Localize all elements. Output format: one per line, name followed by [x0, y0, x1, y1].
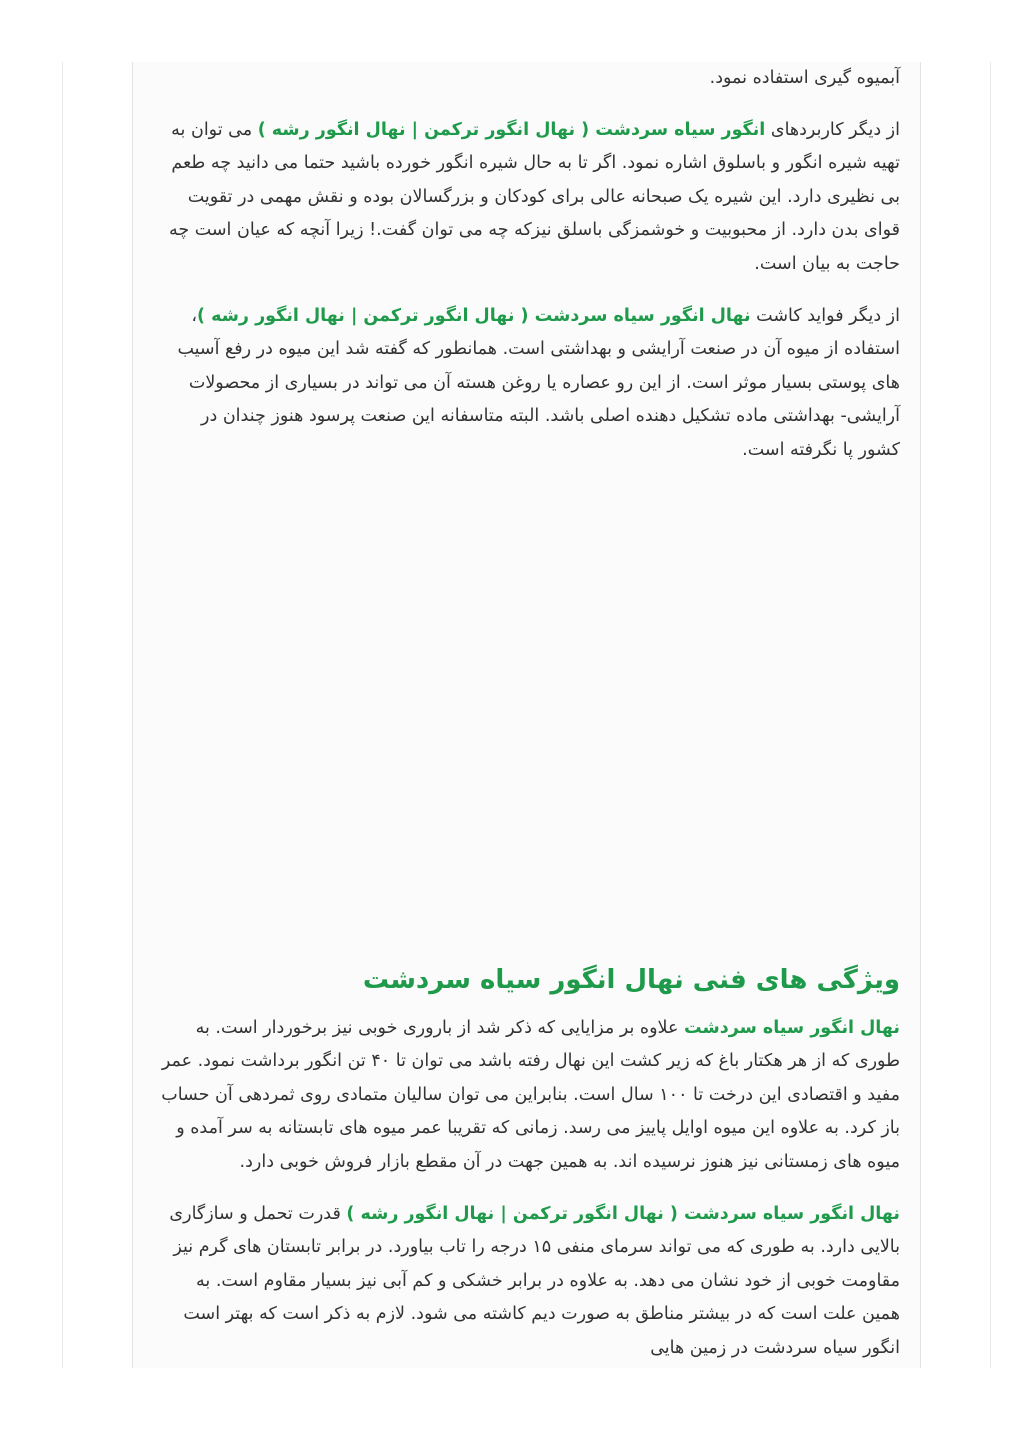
paragraph-yield: [157, 1012, 900, 1180]
article-card: [132, 62, 921, 1368]
keyword-link[interactable]: نهال انگور سیاه سردشت: [683, 1017, 900, 1038]
paragraph-uses: [157, 114, 900, 282]
paragraph-text: از دیگر فواید کاشت: [750, 305, 900, 326]
paragraph-text: قدرت تحمل و سازگاری بالایی دارد. به طوری که می تواند سرمای منفی ۱۵ درجه را تاب بیاورد. در برابر تابستان های گرم نیز مقاومت خوبی از خود نشان می دهد. به علاوه در برابر خشکی و کم آبی نیز بسیار مقاوم است. به همین علت است که در بیشتر مناطق به صورت دیم کاشته می شود. لازم به ذکر است که بهتر است انگور سیاه سردشت در زمین هایی: [169, 1203, 900, 1358]
paragraph-text: از دیگر کاربردهای: [765, 119, 900, 140]
paragraph-text: ، استفاده از میوه آن در صنعت آرایشی و بهداشتی است. همانطور که گفته شد این میوه در رفع آسیب های پوستی بسیار موثر است. از این رو عصاره یا روغن هسته آن می تواند در بسیاری از محصولات آرایشی- بهداشتی ماده تشکیل دهنده اصلی باشد. البته متاسفانه این صنعت پرسود هنوز چندان در کشور پا نگرفته است.: [177, 305, 900, 460]
keyword-link[interactable]: نهال انگور سیاه سردشت ( نهال انگور ترکمن | نهال انگور رشه ): [197, 305, 751, 326]
paragraph-benefits: [157, 300, 900, 468]
paragraph-intro-end: [157, 62, 900, 96]
paragraph-text: می توان به تهیه شیره انگور و باسلوق اشاره نمود. اگر تا به حال شیره انگور خورده باشید حتما می دانید چه طعم بی نظیری دارد. این شیره یک صبحانه عالی برای کودکان و بزرگسالان بوده و نقش مهمی در تقویت قوای بدن دارد. از محبوبیت و خوشمزگی باسلق نیزکه چه می توان گفت.! زیرا آنچه که عیان است چه حاجت به بیان است.: [168, 119, 900, 274]
keyword-link[interactable]: انگور سیاه سردشت ( نهال انگور ترکمن | نهال انگور رشه ): [257, 119, 766, 140]
section-heading: ویژگی های فنی نهال انگور سیاه سردشت: [362, 964, 900, 995]
article-content: [157, 62, 900, 1368]
ad-placeholder: [157, 486, 900, 960]
paragraph-text: علاوه بر مزایایی که ذکر شد از باروری خوبی نیز برخوردار است. به طوری که از هر هکتار باغ که زیر کشت این نهال رفته باشد می توان تا ۴۰ تن انگور برداشت نمود. عمر مفید و اقتصادی این درخت تا ۱۰۰ سال است. بنابراین می توان سالیان متمادی روی ثمردهی آن حساب باز کرد. به علاوه این میوه اوایل پاییز می رسد. زمانی که تقریبا عمر میوه های تابستانه به سر آمده و میوه های زمستانی نیز هنوز نرسیده اند. به همین جهت در آن مقطع بازار فروش خوبی دارد.: [161, 1017, 900, 1172]
keyword-link[interactable]: نهال انگور سیاه سردشت ( نهال انگور ترکمن | نهال انگور رشه ): [346, 1203, 900, 1224]
paragraph-tolerance: [157, 1198, 900, 1366]
paragraph-text: آبمیوه گیری استفاده نمود.: [709, 68, 900, 88]
